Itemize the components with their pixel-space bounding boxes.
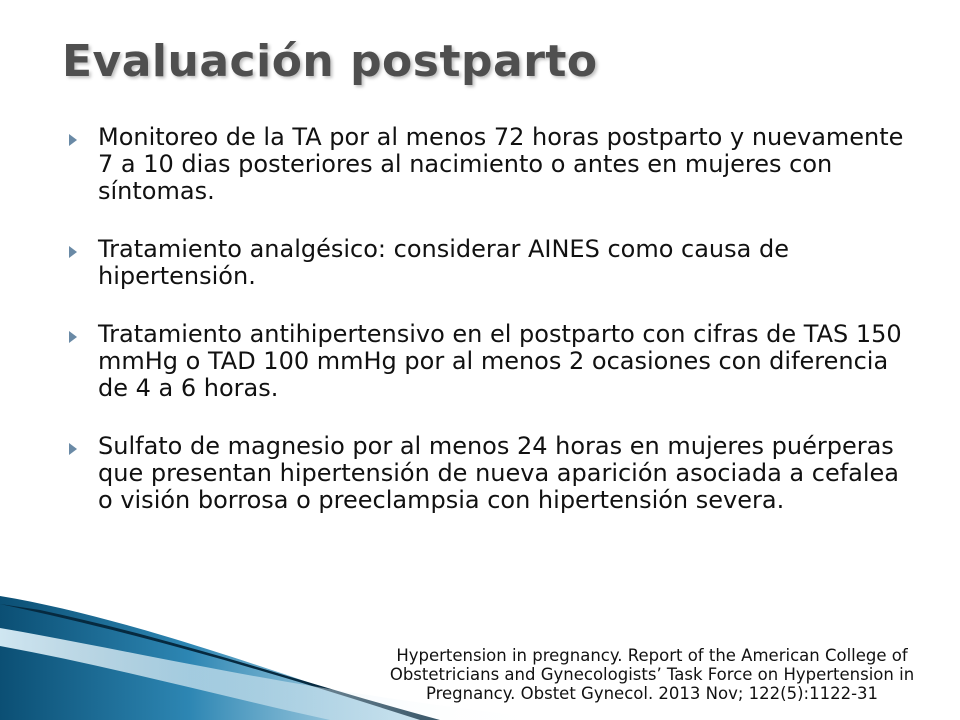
bullet-item — [68, 124, 908, 205]
citation-line: Obstetricians and Gynecologists’ Task Force on Hypertension in — [389, 665, 915, 684]
citation-line: Hypertension in pregnancy. Report of the American College of — [396, 646, 908, 665]
triangle-arrow-icon — [68, 236, 98, 258]
triangle-arrow-icon — [68, 433, 98, 455]
slide-title: Evaluación postparto — [62, 36, 598, 87]
triangle-arrow-icon — [68, 124, 98, 146]
bullet-text: Monitoreo de la TA por al menos 72 horas postparto y nuevamente 7 a 10 dias posteriores al nacimiento o antes en mujeres con síntomas. — [98, 123, 904, 205]
citation — [352, 646, 952, 703]
bullet-list — [68, 124, 908, 545]
bullet-item — [68, 321, 908, 402]
triangle-arrow-icon — [68, 321, 98, 343]
bullet-item — [68, 236, 908, 290]
bullet-text: Sulfato de magnesio por al menos 24 horas en mujeres puérperas que presentan hipertensión de nueva aparición asociada a cefalea o visión borrosa o preeclampsia con hipertensión severa. — [98, 432, 899, 514]
citation-line: Pregnancy. Obstet Gynecol. 2013 Nov; 122(5):1122-31 — [425, 684, 879, 703]
bullet-item — [68, 433, 908, 514]
bullet-text: Tratamiento antihipertensivo en el postparto con cifras de TAS 150 mmHg o TAD 100 mmHg por al menos 2 ocasiones con diferencia de 4 a 6 horas. — [98, 320, 902, 402]
bullet-text: Tratamiento analgésico: considerar AINES como causa de hipertensión. — [98, 235, 789, 290]
